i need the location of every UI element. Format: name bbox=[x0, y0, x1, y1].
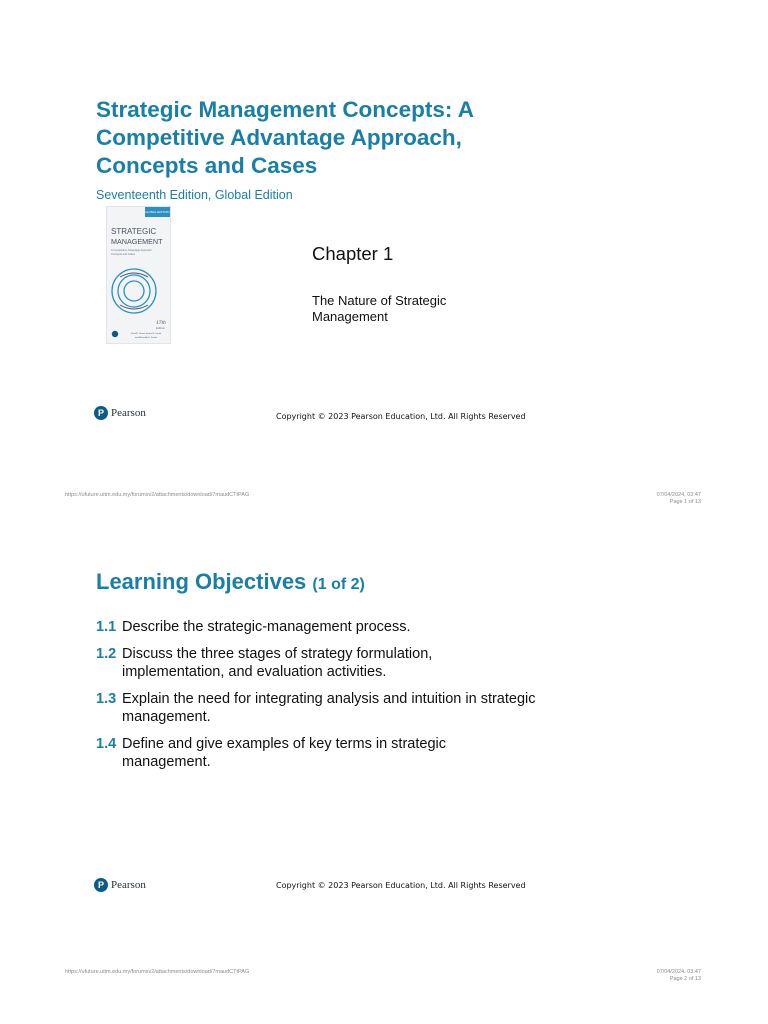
pdf-page-2 bbox=[0, 512, 768, 1024]
pearson-logo bbox=[94, 406, 146, 420]
print-timestamp: 07/04/2024, 03:47 bbox=[656, 969, 701, 975]
cover-author-line-1: Fred R. David, Forest R. David, bbox=[131, 333, 162, 335]
objective-text: Define and give examples of key terms in strategic management. bbox=[122, 736, 446, 770]
pearson-logo bbox=[94, 878, 146, 892]
slide-title-suffix: (1 of 2) bbox=[312, 576, 365, 593]
cover-author-line-2: and Meredith E. David bbox=[135, 337, 157, 339]
pearson-logo-icon: P bbox=[94, 878, 108, 892]
page-counter: Page 1 of 13 bbox=[669, 499, 701, 505]
cover-badge: GLOBAL EDITION bbox=[144, 210, 170, 214]
objective-text: Explain the need for integrating analysis and intuition in strategic management. bbox=[122, 691, 536, 725]
book-title-line-3: Concepts and Cases bbox=[96, 153, 318, 178]
book-title bbox=[96, 96, 536, 180]
cover-edition-word: Edition bbox=[156, 326, 166, 330]
cover-edition-mark: 17th bbox=[156, 320, 166, 326]
objective-number: 1.2 bbox=[96, 646, 117, 662]
objectives-list bbox=[96, 618, 536, 780]
objective-number: 1.1 bbox=[96, 619, 117, 635]
slide-title-text: Learning Objectives bbox=[96, 569, 307, 594]
objective-item bbox=[96, 645, 536, 681]
objective-number: 1.3 bbox=[96, 691, 117, 707]
pearson-logo-text: Pearson bbox=[111, 407, 146, 419]
print-stamp bbox=[657, 969, 701, 983]
chapter-number: Chapter 1 bbox=[312, 243, 394, 264]
cover-sub-line-2: Concepts and Cases bbox=[111, 253, 136, 256]
page-counter: Page 2 of 13 bbox=[669, 976, 701, 982]
pearson-logo-text: Pearson bbox=[111, 879, 146, 891]
edition-label: Seventeenth Edition, Global Edition bbox=[96, 188, 293, 202]
book-title-line-1: Strategic Management Concepts: A bbox=[96, 97, 474, 122]
source-url: https://ufuture.uitm.edu.my/forumsv2/attachments/download/7maudCTtPAG bbox=[65, 492, 250, 498]
book-cover-image bbox=[106, 206, 171, 344]
pearson-logo-icon: P bbox=[94, 406, 108, 420]
book-title-line-2: Competitive Advantage Approach, bbox=[96, 125, 462, 150]
chapter-title: The Nature of Strategic Management bbox=[312, 293, 447, 324]
copyright-notice: Copyright © 2023 Pearson Education, Ltd. All Rights Reserved bbox=[276, 881, 526, 890]
cover-title-line-2: MANAGEMENT bbox=[111, 237, 163, 246]
objective-item bbox=[96, 690, 536, 726]
objective-item bbox=[96, 618, 536, 636]
objective-item bbox=[96, 735, 536, 771]
slide-title bbox=[96, 569, 365, 595]
objective-text: Discuss the three stages of strategy formulation, implementation, and evaluation activities. bbox=[122, 646, 433, 680]
cover-title-line-1: STRATEGIC bbox=[111, 227, 157, 236]
print-timestamp: 07/04/2024, 03:47 bbox=[656, 492, 701, 498]
objective-number: 1.4 bbox=[96, 736, 117, 752]
source-url: https://ufuture.uitm.edu.my/forumsv2/attachments/download/7maudCTtPAG bbox=[65, 969, 250, 975]
print-stamp bbox=[657, 492, 701, 506]
cover-sub-line-1: A Competitive Advantage Approach bbox=[111, 249, 152, 252]
copyright-notice: Copyright © 2023 Pearson Education, Ltd. All Rights Reserved bbox=[276, 412, 526, 421]
objective-text: Describe the strategic-management process. bbox=[122, 619, 411, 635]
